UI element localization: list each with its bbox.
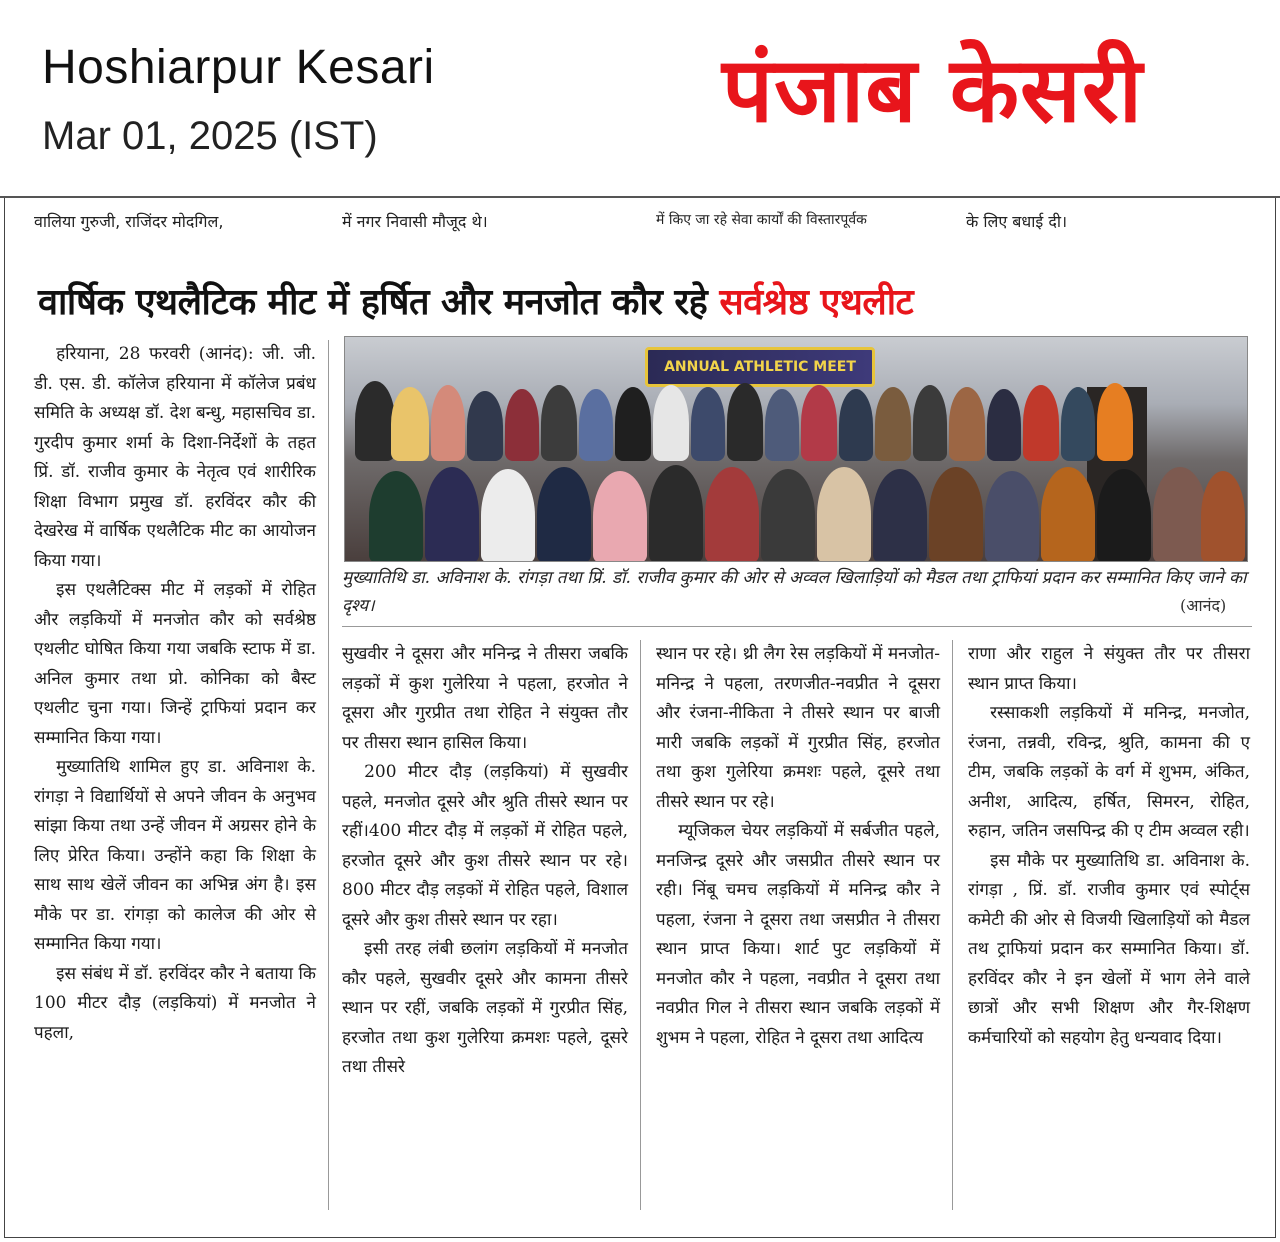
photo-credit: (आनंद): [1180, 596, 1227, 615]
clipped-line: में किए जा रहे सेवा कार्यों की विस्तारपूर्वक: [656, 212, 867, 228]
paragraph: सुखवीर ने दूसरा और मनिन्द्र ने तीसरा जबकि लड़कों में कुश गुलेरिया ने पहला, हरजोत ने दूसरा और गुरप्रीत तथा रोहित ने संयुक्त तौर पर तीसरा स्थान हासिल किया।: [342, 644, 628, 753]
clipped-previous-story: [966, 200, 1256, 250]
paragraph: इस एथलैटिक्स मीट में लड़कों में रोहित और लड़कियों में मनजोत कौर को सर्वश्रेष्ठ एथलीट घोषित किया गया जबकि स्टाफ में डा. अनिल कुमार तथा प्रो. कोनिका को बैस्ट एथलीट चुना गया। जिन्हें ट्राफियां प्रदान कर सम्मानित किया गया।: [34, 580, 316, 748]
column-divider: [640, 640, 641, 1210]
clipped-previous-story: [34, 200, 324, 250]
column-divider: [952, 640, 953, 1210]
article-column-2: [342, 640, 628, 1083]
photo-caption: मुख्यातिथि डा. अविनाश के. रांगड़ा तथा प्रिं. डॉ. राजीव कुमार की ओर से अव्वल खिलाड़ियों को मैडल तथा ट्राफियां प्रदान कर सम्मानित किए जाने का दृश्य।: [342, 568, 1247, 616]
clipped-line: वालिया गुरुजी, राजिंदर मोदगिल,: [34, 212, 224, 231]
paragraph: इसी तरह लंबी छलांग लड़कियों में मनजोत कौर पहले, सुखवीर दूसरे और कामना तीसरे स्थान पर रहीं, जबकि लड़कों में गुरप्रीत सिंह, हरजोत तथा कुश गुलेरिया क्रमशः पहले, दूसरे तथा तीसरे: [342, 939, 628, 1077]
newspaper-masthead: पंजाब केसरी: [722, 38, 1144, 143]
article-column-1: [34, 340, 316, 1048]
caption-divider: [342, 626, 1252, 627]
paragraph: मुख्यातिथि शामिल हुए डा. अविनाश के. रांगड़ा ने विद्यार्थियों से अपने जीवन के अनुभव सांझा किया तथा उन्हें जीवन में अग्रसर होने के लिए प्रेरित किया। उन्होंने कहा कि शिक्षा के साथ साथ खेलें जीवन का अभिन्न अंग है। इस मौके पर डा. रांगड़ा को कालेज की ओर से सम्मानित किया गया।: [34, 757, 316, 954]
article-headline: [38, 276, 1248, 325]
clipped-line: में नगर निवासी मौजूद थे।: [342, 212, 488, 231]
edition-name: Hoshiarpur Kesari: [42, 41, 435, 94]
article-column-4: [968, 640, 1250, 1053]
photo-group-front-row: [345, 457, 1247, 562]
column-divider: [328, 340, 329, 1210]
headline-text: वार्षिक एथलैटिक मीट में हर्षित और मनजोत कौर रहे: [38, 282, 708, 323]
headline-accent: सर्वश्रेष्ठ एथलीट: [719, 282, 914, 323]
photo-banner: ANNUAL ATHLETIC MEET: [645, 347, 875, 387]
paragraph: राणा और राहुल ने संयुक्त तौर पर तीसरा स्थान प्राप्त किया।: [968, 644, 1250, 694]
paragraph: इस संबंध में डॉ. हरविंदर कौर ने बताया कि 100 मीटर दौड़ (लड़कियां) में मनजोत ने पहला,: [34, 963, 316, 1043]
clipped-line: के लिए बधाई दी।: [966, 212, 1068, 231]
publication-date: Mar 01, 2025 (IST): [42, 114, 378, 158]
photo-group-back-row: [345, 381, 1247, 461]
header: [0, 0, 1280, 198]
paragraph: 200 मीटर दौड़ (लड़कियां) में सुखवीर पहले, मनजोत दूसरे और श्रुति तीसरे स्थान पर रहीं।400 मीटर दौड़ में लड़कों में रोहित पहले, हरजोत दूसरे और कुश तीसरे स्थान पर रहे। 800 मीटर दौड़ लड़कों में रोहित पहले, विशाल दूसरे और कुश तीसरे स्थान पर रहा।: [342, 762, 628, 930]
paragraph: रस्साकशी लड़कियों में मनिन्द्र, मनजोत, रंजना, तन्नवी, रविन्द्र, श्रुति, कामना की ए टीम, जबकि लड़कों के वर्ग में शुभम, अंकित, अनीश, आदित्य, हर्षित, सिमरन, रोहित, रुहान, जतिन जसपिन्द्र की ए टीम अव्वल रही।: [968, 703, 1250, 841]
paragraph: हरियाना, 28 फरवरी (आनंद): जी. जी. डी. एस. डी. कॉलेज हरियाना में कॉलेज प्रबंध समिति के अध्यक्ष डॉ. देश बन्धु, महासचिव डा. गुरदीप कुमार शर्मा के दिशा-निर्देशों के तहत प्रिं. डॉ. राजीव कुमार के नेतृत्व एवं शारीरिक शिक्षा विभाग प्रमुख डॉ. हरविंदर कौर की देखरेख में वार्षिक एथलैटिक मीट का आयोजन किया गया।: [34, 344, 316, 571]
event-photo: [344, 336, 1248, 562]
paragraph: स्थान पर रहे। थ्री लैग रेस लड़कियों में मनजोत- मनिन्द्र ने पहला, तरणजीत-नवप्रीत ने दूसरा और रंजना-नीकिता ने तीसरे स्थान पर बाजी मारी जबकि लड़कों में गुरप्रीत सिंह, हरजोत तथा कुश गुलेरिया क्रमशः पहले, दूसरे तथा तीसरे स्थान पर रहे।: [656, 644, 940, 812]
paragraph: इस मौके पर मुख्यातिथि डा. अविनाश के. रांगड़ा , प्रिं. डॉ. राजीव कुमार एवं स्पोर्ट्स कमेटी की ओर से विजयी खिलाड़ियों को मैडल तथ ट्राफियां प्रदान कर सम्मानित किया। डॉ. हरविंदर कौर ने इन खेलों में भाग लेने वाले छात्रों और सभी शिक्षण और गैर-शिक्षण कर्मचारियों को सहयोग हेतु धन्यवाद दिया।: [968, 850, 1250, 1048]
article-column-3: [656, 640, 940, 1053]
paragraph: म्यूजिकल चेयर लड़कियों में सर्बजीत पहले, मनजिन्द्र दूसरे और जसप्रीत तीसरे स्थान पर रही। निंबू चमच लड़कियों में मनिन्द्र कौर ने पहला, रंजना ने दूसरा तथा जसप्रीत ने तीसरा स्थान प्राप्त किया। शार्ट पुट लड़कियों में मनजोत कौर ने पहला, नवप्रीत ने दूसरा तथा नवप्रीत गिल ने तीसरा स्थान जबकि लड़कों में शुभम ने पहला, रोहित ने दूसरा तथा आदित्य: [656, 821, 940, 1048]
clipped-previous-story: [656, 200, 956, 250]
clipped-previous-story: [342, 200, 632, 250]
